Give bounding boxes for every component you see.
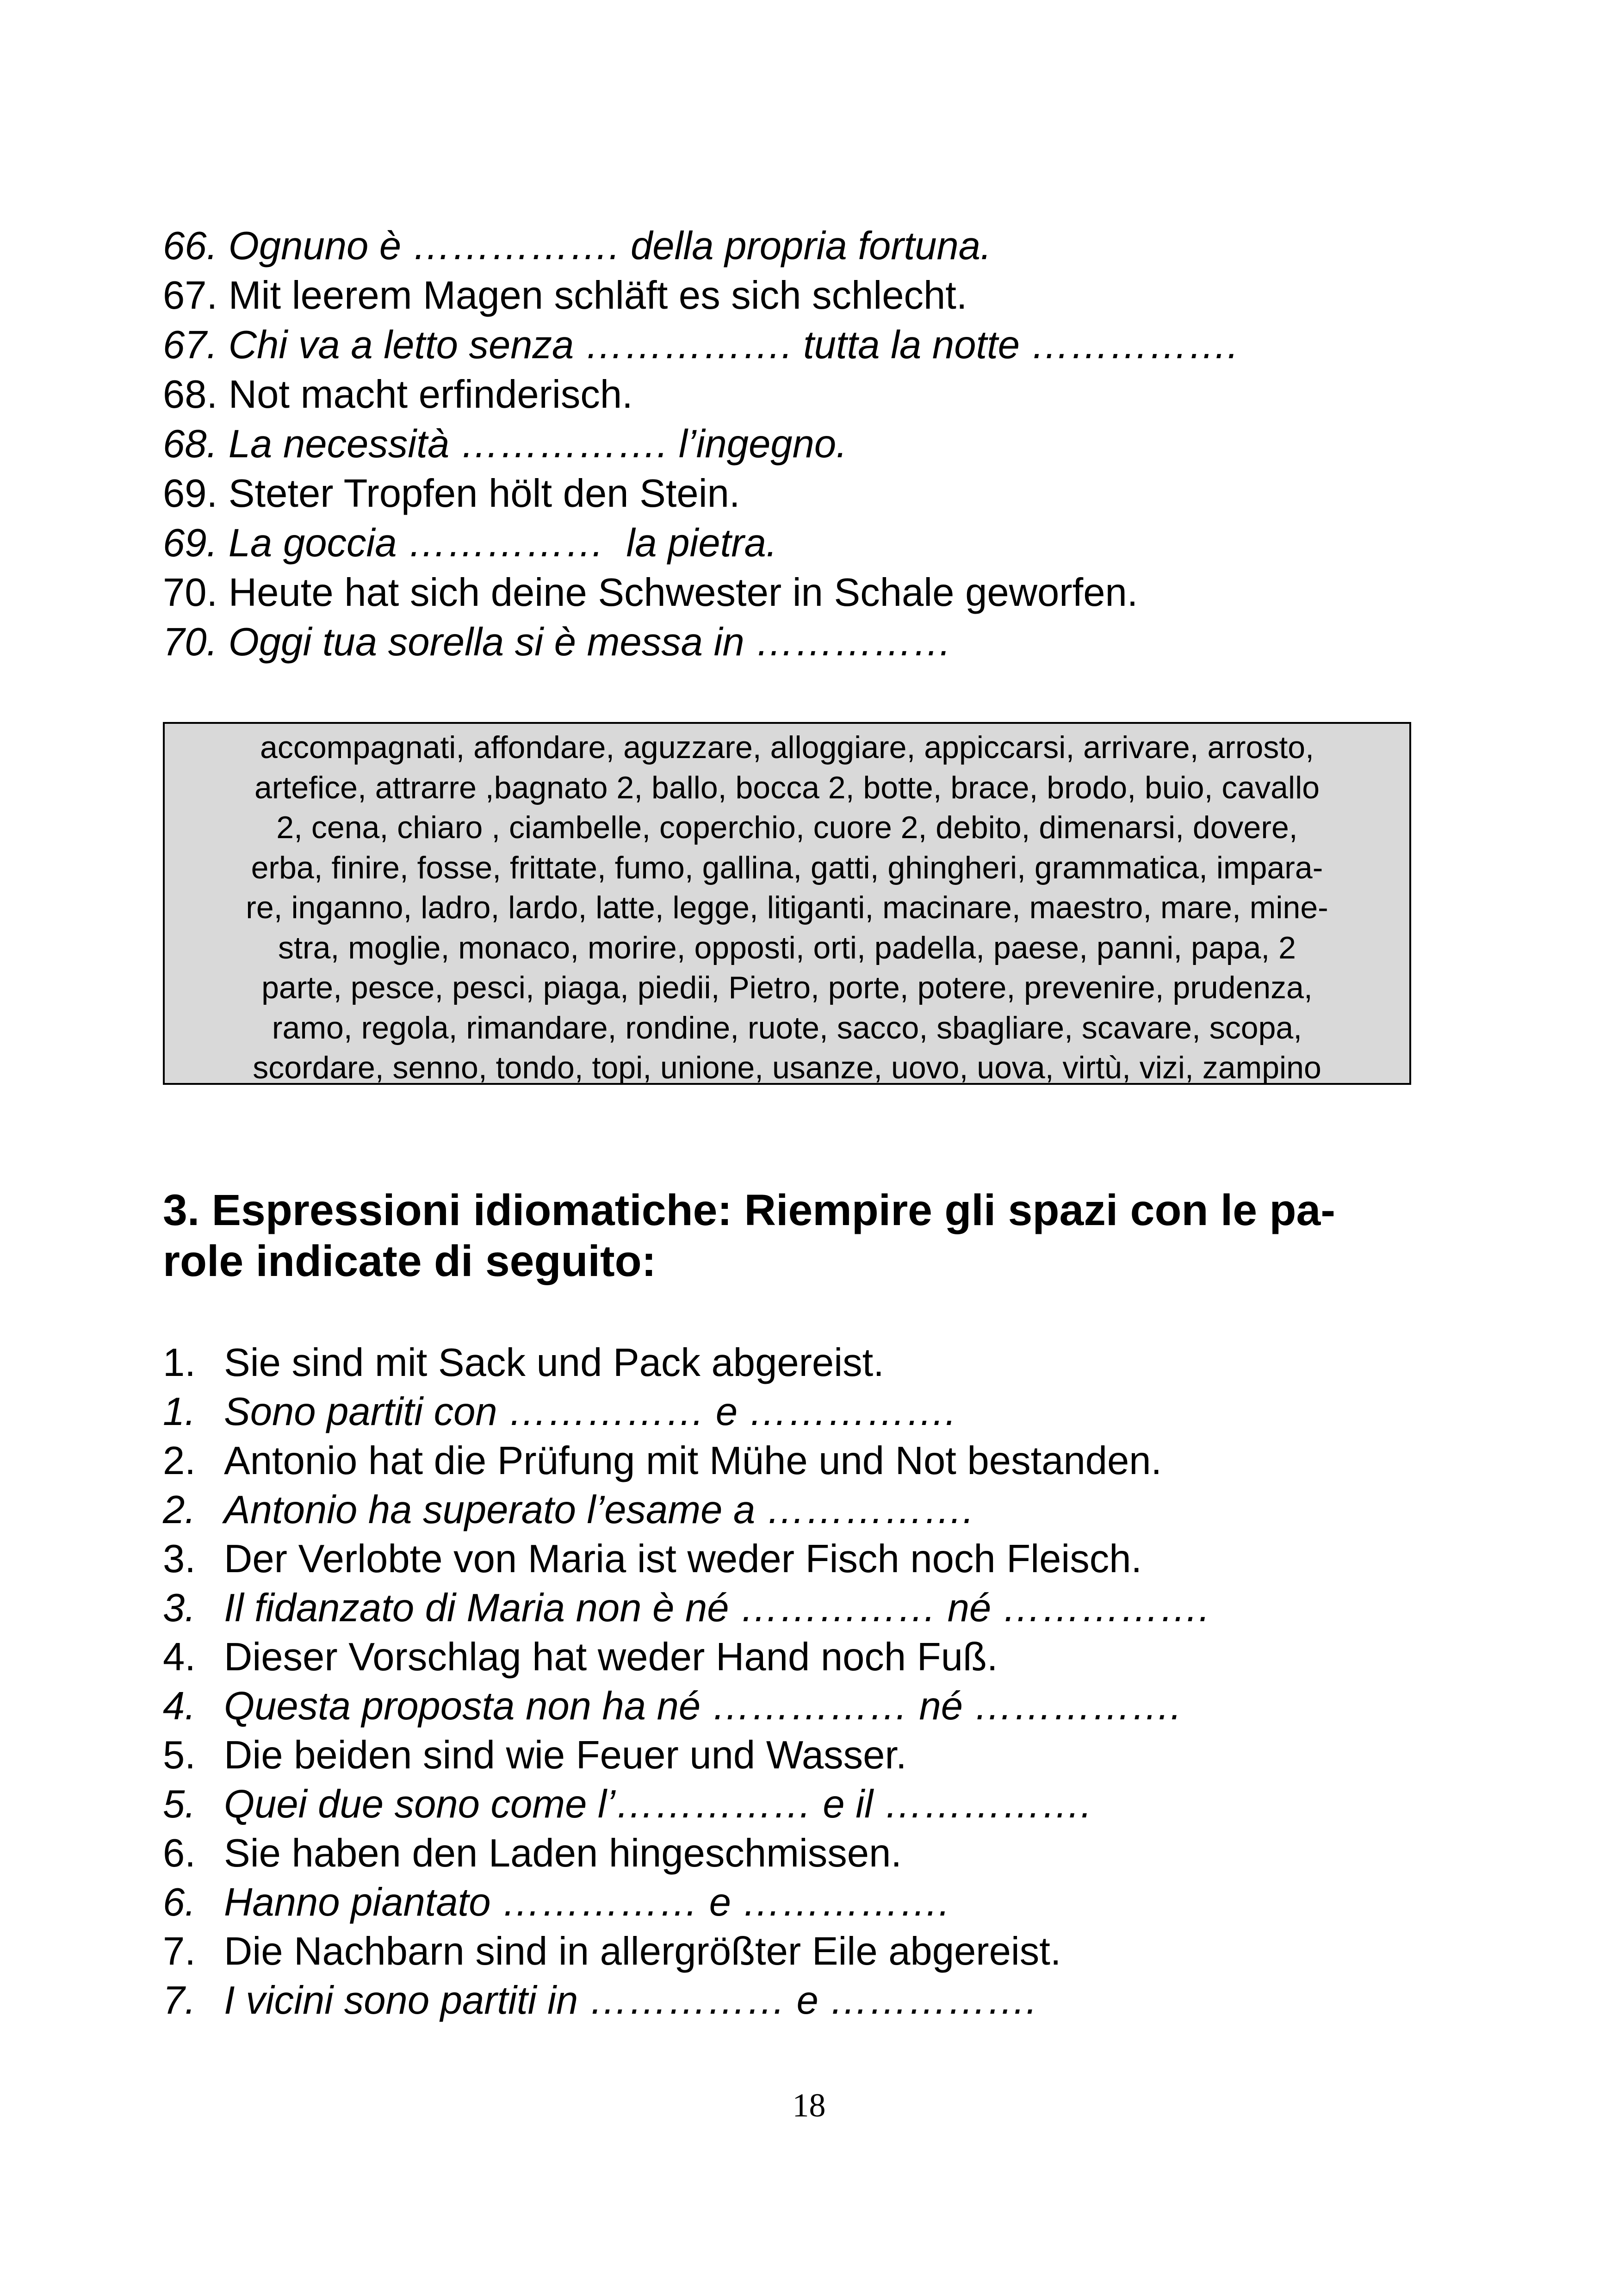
item-text: Questa proposta non ha né …………… né ……………. [224,1684,1182,1728]
exercise-item [163,1976,1458,2025]
item-text: Sie haben den Laden hingeschmissen. [224,1831,902,1875]
word-bank-line: artefice, attrarre ,bagnato 2, ballo, bocca 2, botte, brace, brodo, buio, cavallo [254,770,1320,805]
proverb-list [163,221,1458,667]
item-number: 6. [163,1880,196,1924]
item-number: 6. [163,1831,196,1875]
exercise-item [163,1878,1458,1927]
exercise-item [163,1437,1458,1486]
item-number: 7. [163,1979,196,2022]
item-number: 4. [163,1635,196,1679]
exercise-item [163,1633,1458,1682]
item-text: Der Verlobte von Maria ist weder Fisch noch Fleisch. [224,1537,1142,1581]
item-text: Die beiden sind wie Feuer und Wasser. [224,1733,907,1777]
word-bank-line: accompagnati, affondare, aguzzare, alloggiare, appiccarsi, arrivare, arrosto, [260,730,1314,765]
proverb-line: 69. Steter Tropfen hölt den Stein. [163,472,740,516]
item-number: 3. [163,1537,196,1581]
exercise-list [163,1338,1458,2025]
item-text: Sie sind mit Sack und Pack abgereist. [224,1341,884,1385]
proverb-line: 68. Not macht erfinderisch. [163,373,633,417]
item-number: 2. [163,1488,196,1532]
item-number: 1. [163,1341,196,1385]
exercise-item [163,1388,1458,1437]
word-bank-line: parte, pesce, pesci, piaga, piedii, Pietro, porte, potere, prevenire, prudenza, [261,970,1313,1005]
item-text: I vicini sono partiti in …………… e ……………. [224,1979,1037,2022]
word-bank-box [163,722,1411,1085]
exercise-item [163,1584,1458,1633]
proverb-line: 67. Chi va a letto senza ……………. tutta la notte ……………. [163,323,1239,367]
proverb-line: 70. Oggi tua sorella si è messa in …………… [163,620,952,664]
item-number: 3. [163,1586,196,1630]
proverb-line: 67. Mit leerem Magen schläft es sich schlecht. [163,274,967,317]
proverb-line: 68. La necessità ……………. l’ingegno. [163,422,847,466]
item-number: 2. [163,1439,196,1483]
word-bank-line: 2, cena, chiaro , ciambelle, coperchio, cuore 2, debito, dimenarsi, dovere, [276,810,1298,845]
item-text: Dieser Vorschlag hat weder Hand noch Fuß. [224,1635,998,1679]
page-number: 18 [792,2087,826,2124]
proverb-line: 69. La goccia …………… la pietra. [163,521,777,565]
word-bank-line: stra, moglie, monaco, morire, opposti, orti, padella, paese, panni, papa, 2 [278,930,1296,965]
proverb-line: 66. Ognuno è ……………. della propria fortuna. [163,224,992,268]
item-text: Il fidanzato di Maria non è né …………… né ……………. [224,1586,1210,1630]
exercise-item [163,1338,1458,1388]
item-number: 1. [163,1390,196,1434]
item-text: Die Nachbarn sind in allergrößter Eile abgereist. [224,1929,1061,1973]
exercise-item [163,1535,1458,1584]
exercise-item [163,1486,1458,1535]
section-heading-line: role indicate di seguito: [163,1237,657,1286]
exercise-item [163,1780,1458,1829]
item-text: Quei due sono come l’…………… e il ……………. [224,1782,1092,1826]
item-number: 5. [163,1733,196,1777]
item-text: Sono partiti con …………… e ……………. [224,1390,956,1434]
word-bank-line: scordare, senno, tondo, topi, unione, usanze, uovo, uova, virtù, vizi, zampino [253,1050,1321,1085]
word-bank-line: ramo, regola, rimandare, rondine, ruote, sacco, sbagliare, scavare, scopa, [272,1010,1302,1045]
item-number: 4. [163,1684,196,1728]
section-heading-line: 3. Espressioni idiomatiche: Riempire gli spazi con le pa- [163,1186,1336,1235]
exercise-item [163,1829,1458,1878]
item-number: 5. [163,1782,196,1826]
proverb-line: 70. Heute hat sich deine Schwester in Schale geworfen. [163,571,1138,615]
word-bank-line: re, inganno, ladro, lardo, latte, legge, litiganti, macinare, maestro, mare, mine- [246,890,1328,925]
item-text: Antonio hat die Prüfung mit Mühe und Not bestanden. [224,1439,1162,1483]
item-text: Hanno piantato …………… e ……………. [224,1880,950,1924]
exercise-item [163,1682,1458,1731]
exercise-item [163,1927,1458,1976]
item-text: Antonio ha superato l’esame a ……………. [224,1488,974,1532]
word-bank-line: erba, finire, fosse, frittate, fumo, gallina, gatti, ghingheri, grammatica, impara- [251,850,1323,885]
exercise-item [163,1731,1458,1780]
section-heading [163,1185,1440,1287]
item-number: 7. [163,1929,196,1973]
